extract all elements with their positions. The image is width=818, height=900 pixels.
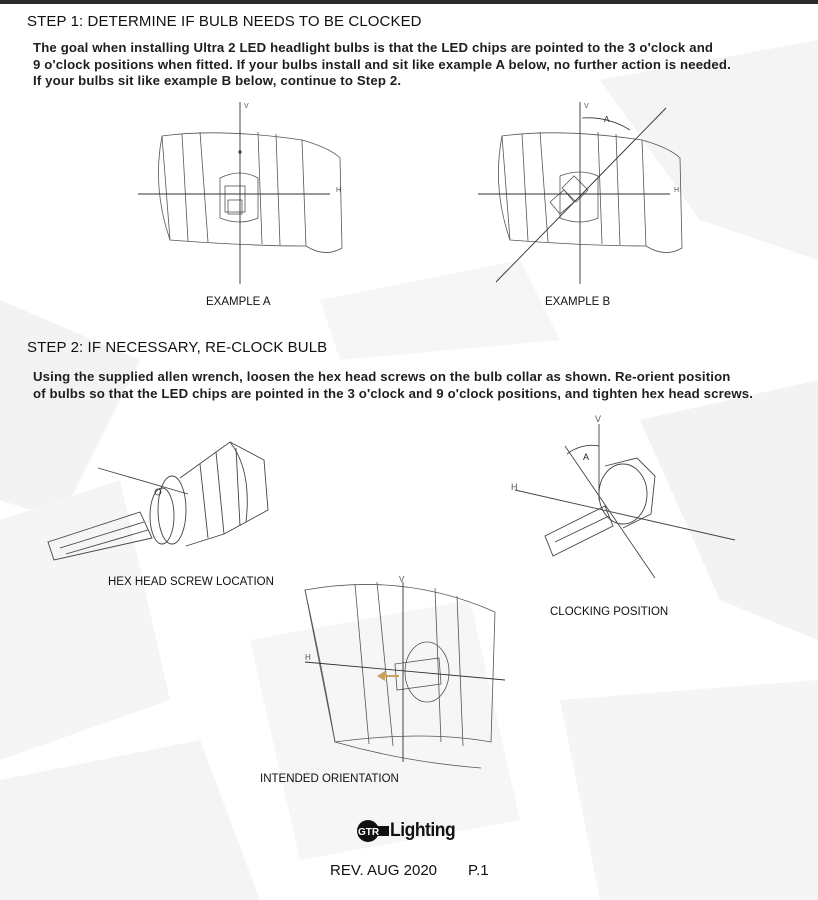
brand-logo-text: Lighting bbox=[390, 820, 456, 841]
gtr-logo-mark bbox=[355, 818, 389, 844]
step1-paragraph bbox=[33, 40, 731, 90]
axis-h-label: H bbox=[305, 653, 311, 662]
axis-v-label: V bbox=[584, 103, 589, 110]
intended-caption: INTENDED ORIENTATION bbox=[260, 773, 399, 785]
axis-v-label: V bbox=[595, 414, 602, 424]
hex-screw-caption: HEX HEAD SCREW LOCATION bbox=[108, 576, 274, 588]
axis-v-label: V bbox=[399, 575, 405, 584]
intended-orientation-diagram bbox=[295, 572, 515, 772]
page-number: P.1 bbox=[468, 862, 489, 879]
example-b-diagram bbox=[470, 98, 690, 288]
angle-a-label: A bbox=[604, 115, 610, 124]
brand-logo bbox=[355, 818, 461, 844]
step1-line: 9 o'clock positions when fitted. If your bulbs install and sit like example A below, no further action is needed. bbox=[33, 56, 731, 72]
step1-line: The goal when installing Ultra 2 LED headlight bulbs is that the LED chips are pointed to the 3 o'clock and bbox=[33, 40, 714, 55]
axis-h-label: H bbox=[674, 187, 680, 194]
clocking-caption: CLOCKING POSITION bbox=[550, 606, 669, 618]
angle-a-label: A bbox=[583, 452, 590, 462]
step2-line: of bulbs so that the LED chips are pointed in the 3 o'clock and 9 o'clock positions, and tighten hex head screws. bbox=[33, 385, 754, 401]
example-a-diagram bbox=[130, 98, 350, 288]
hex-screw-diagram bbox=[40, 430, 280, 580]
step2-paragraph bbox=[33, 369, 753, 402]
step2-heading: STEP 2: IF NECESSARY, RE-CLOCK BULB bbox=[27, 339, 328, 356]
step1-line: If your bulbs sit like example B below, continue to Step 2. bbox=[33, 73, 402, 88]
axis-h-label: H bbox=[336, 187, 342, 194]
clocking-position-diagram bbox=[505, 410, 745, 580]
axis-v-label: V bbox=[244, 103, 249, 110]
example-b-caption: EXAMPLE B bbox=[545, 296, 611, 308]
top-rule bbox=[0, 0, 818, 4]
step2-line: Using the supplied allen wrench, loosen the hex head screws on the bulb collar as shown. Re-orient position bbox=[33, 369, 731, 384]
revision-label: REV. AUG 2020 bbox=[330, 862, 438, 879]
axis-h-label: H bbox=[511, 482, 518, 492]
step1-heading: STEP 1: DETERMINE IF BULB NEEDS TO BE CLOCKED bbox=[27, 13, 422, 30]
example-a-caption: EXAMPLE A bbox=[206, 296, 271, 308]
logo-mark-text: GTR bbox=[358, 827, 380, 838]
